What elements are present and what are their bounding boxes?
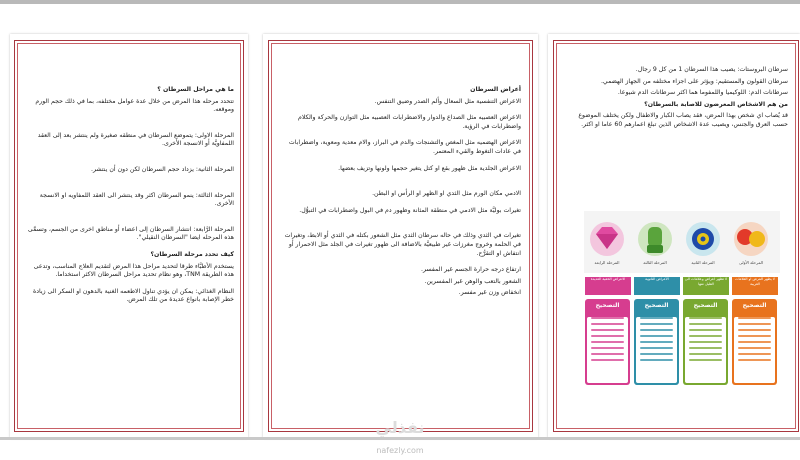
column-body <box>685 317 726 383</box>
symptom-tumor-site: الادمي مكان الورم مثل الثدي او الظهر او الرأس او البطن. <box>372 190 521 198</box>
mid-cell-1: لا يظهر المرض او العلامات الغريبة <box>732 277 778 295</box>
stages-infographic <box>584 211 780 387</box>
stages-heading: ما هي مراحل السرطان ؟ <box>157 86 234 93</box>
stage-label-2: المرحلة الثانية <box>691 260 715 265</box>
column-stage-2 <box>683 299 728 385</box>
column-body <box>636 317 677 383</box>
risk-text: قد يُصاب اي شخص بهذا المرض، فقد يصاب الكبار والاطفال ولكن يختلف الموضوع حسب العرق والجنس، ويصيب عدة الاشخاص الذين تبلغ اعمارهم 60 عاما او اكثر. <box>578 112 788 128</box>
stage-1-text: المرحلة الاولى: يتموضع السرطان في منطقه صغيرة ولم ينتشر بعد إلى العقد اللمفاويَّة أو الانسجة الأخرى. <box>37 131 234 148</box>
stages-intro: تتحدد مرحله هذا المرض من خلال عدة عوامل مختلفه، بما في ذلك حجم الورم وموقعه. <box>35 97 234 114</box>
staging-text: يستخدم الأطبَّاء طرقا لتحديد مراحل هذا المرض لتقديم العلاج المناسب، وتدعى هذه الطريقة TNM، وهو نظام تحديد مراحل السرطان الاكثر استخداما. <box>33 262 234 279</box>
symptom-urinary: تغيرات بوليَّة مثل الادمي في منطقة المثانة وظهور دم في البول واضطرابات في التبوُّل. <box>299 206 521 214</box>
symptom-respiratory: الاعراض التنفسية مثل السعال وألم الصدر وضيق التنفس. <box>374 97 521 105</box>
symptom-fever: ارتفاع درجه حرارة الجسم غير المفسر. <box>420 266 521 274</box>
symptom-breast: تغيرات في الثدي وذلك في حاله سرطان الثدي مثل الشعور بكتله في الثدي أو الابط، وتغيرات في الحلمة وخروج مغرزات غير طبيعيَّة بالاضافة الى ظهور تغيرات في الجلد مثل الاحمرار أو انتفاش او التقرُّح. <box>284 232 521 257</box>
puzzle-icon <box>732 217 770 259</box>
staging-heading: كيف تحدد مرحلة السرطان؟ <box>150 250 234 258</box>
infographic-mid-row <box>584 277 780 295</box>
column-title: التصحيح <box>742 302 767 309</box>
blood-cancer-text: سرطانات الدم: اللوكيميا واللمفوما هما اكثر سرطانات الدم شيوعا. <box>617 89 788 97</box>
column-stage-4 <box>585 299 630 385</box>
gem-icon <box>588 217 626 259</box>
mid-cell-4: الاعراض الخفية العديدة <box>585 277 631 295</box>
hand-icon <box>636 217 674 259</box>
column-title: التصحيح <box>595 302 620 309</box>
column-body <box>587 317 628 383</box>
bottom-strip <box>0 437 800 440</box>
colon-text: سرطان القولون والمستقيم: ويؤثر على اجزاء مختلفه من الجهاز الهضمي. <box>600 77 788 85</box>
brochure-panel-middle <box>263 34 538 438</box>
stage-label-3: المرحلة الثالثة <box>643 260 667 265</box>
cell-icon <box>684 217 722 259</box>
symptoms-heading: أعراض السرطان <box>470 86 521 93</box>
stage-label-4: المرحلة الرابعة <box>594 260 620 265</box>
mid-cell-2: لا تظهر اعراض وعلامات الى القليل منها <box>683 277 729 295</box>
prostate-text: سرطان البروستات: يصيب هذا السرطان 1 من كل 9 رجال. <box>635 66 788 73</box>
stage-4-text: المرحلة الرَّابعة: انتشار السرطان إلى اعضاء أو مناطق اخرى من الجسم، وتسمَّى هذه المرحله ايضا "السرطان النقيلي". <box>27 225 234 242</box>
column-title: التصحيح <box>644 302 669 309</box>
watermark-logo: نفذلي <box>375 418 425 437</box>
symptom-fatigue: الشعور بالتعب والوهن غير المفسرين. <box>424 277 521 285</box>
types-text <box>566 66 788 138</box>
column-body <box>734 317 775 383</box>
symptom-weight-loss: انخفاض وزن غير مفسر. <box>458 289 521 297</box>
symptom-digestive: الاعراض الهضميه مثل المغص والتشنجات والدم في البراز، والام معدية ومعوية، واضطرابات في عادات التغوط والقيء المعتمر. <box>288 139 521 155</box>
mid-cell-3: الأعراض الثانوية <box>634 277 680 295</box>
top-toolbar-strip <box>0 0 800 4</box>
risk-heading: من هم الاشخاص المعرضون للاصابة بالسرطان؟ <box>644 100 788 108</box>
column-title: التصحيح <box>693 302 718 309</box>
column-stage-3 <box>634 299 679 385</box>
infographic-icons-row <box>584 211 780 273</box>
diet-text: النظام الغذائي: يمكن ان يؤدي تناول الاطعمه الغنية بالدهون او السكر الى زيادة خطر الإصابة بانواع عديدة من تلك المرض. <box>32 287 234 304</box>
stage-3-text: المرحلة الثالثة: ينمو السرطان اكثر وقد ينتشر الى العقد اللمفاويه او الانسجة الأخرى. <box>39 191 234 208</box>
brochure-panel-left <box>10 34 248 438</box>
stage-label-1: المرحلة الأولى <box>739 260 763 265</box>
column-stage-1 <box>732 299 777 385</box>
stage-2-text: المرحلة الثانية: يزداد حجم السرطان لكن دون أن ينتشر. <box>91 165 234 173</box>
symptom-neurological: الاعراض العصبيه مثل الصداع والدوار والاضطرابات العصبيه مثل التوازن والحركة والكلام واضطرابات في الرؤية. <box>298 114 521 130</box>
stages-text <box>24 86 234 313</box>
watermark-url: nafezly.com <box>376 446 424 455</box>
symptoms-text <box>281 86 521 301</box>
symptom-skin: الاعراض الجلدية مثل ظهور بقع او كتل يتغير حجمها ولونها وتزيف بعضها. <box>338 164 521 172</box>
